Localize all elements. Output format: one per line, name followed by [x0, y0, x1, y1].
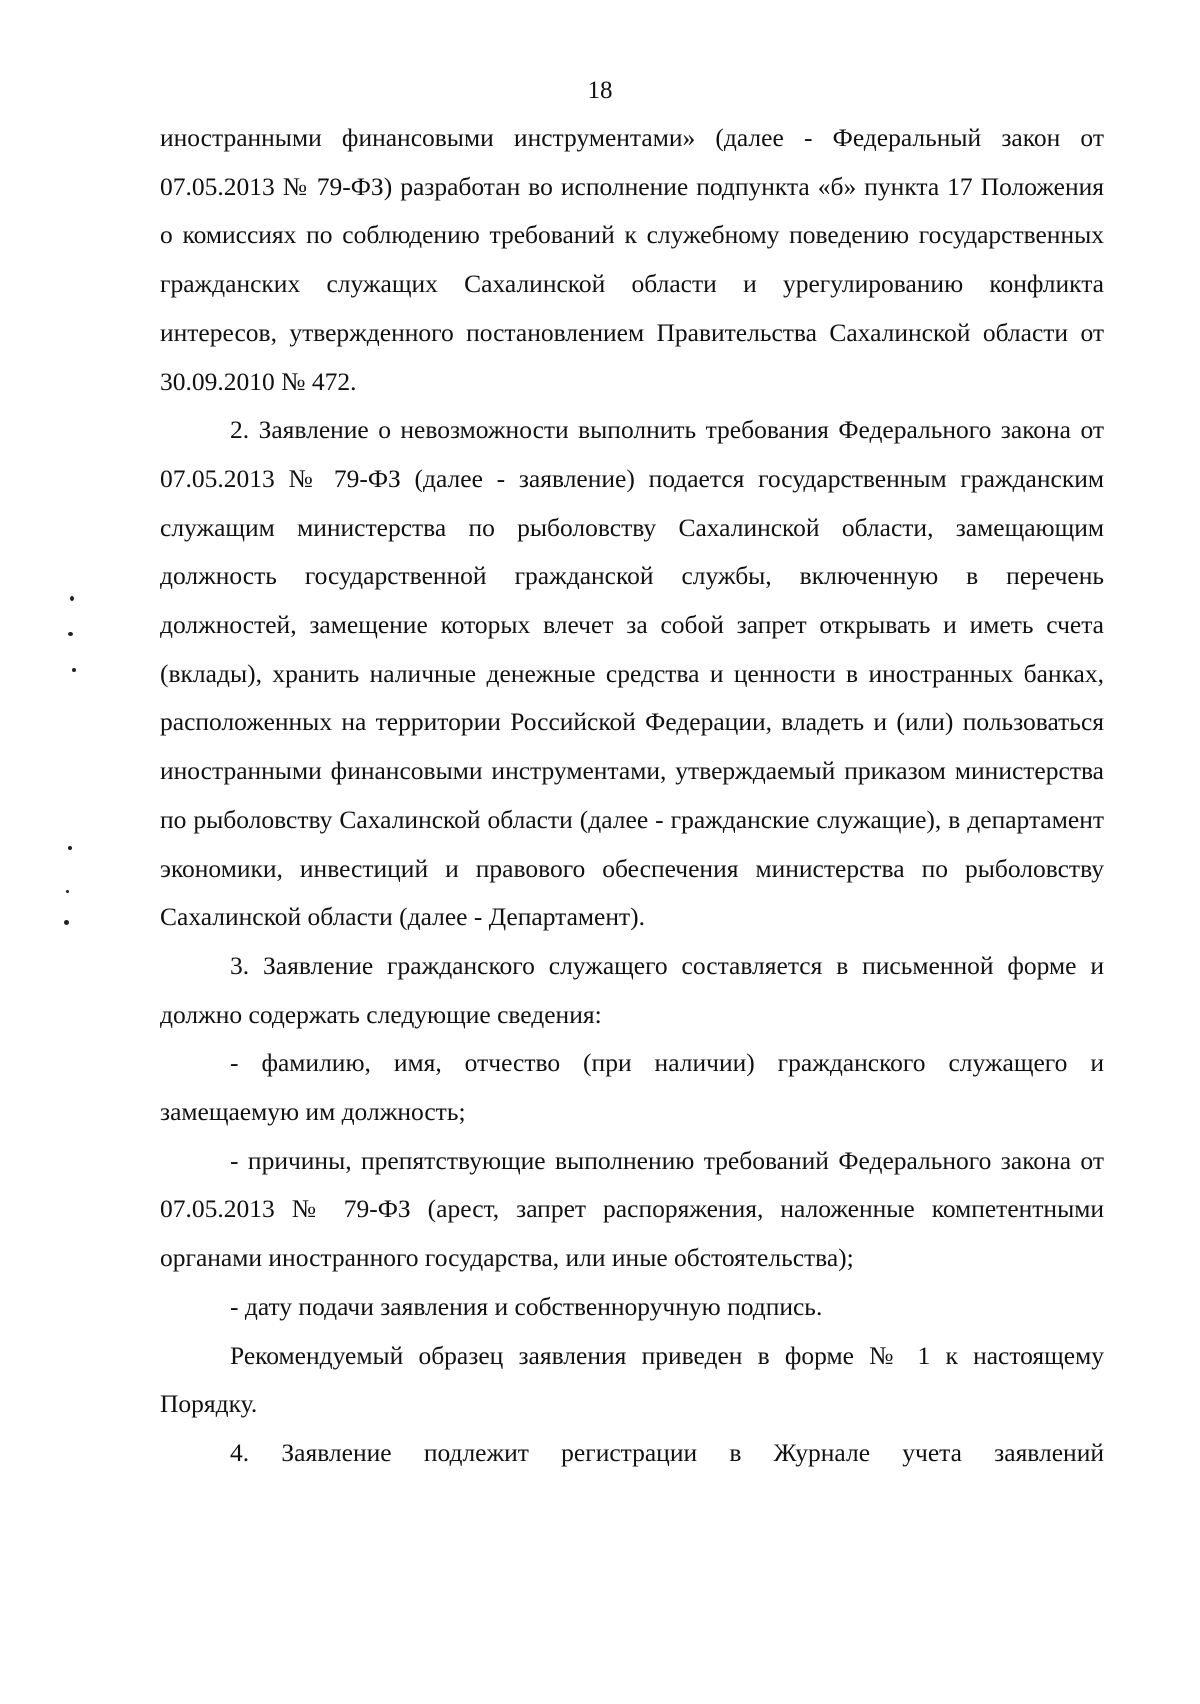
scan-speck — [66, 890, 69, 893]
scan-speck — [72, 668, 76, 672]
list-item-date-signature: - дату подачи заявления и собственноручную подпись. — [230, 1291, 823, 1321]
paragraph-item-3: 3. Заявление гражданского служащего составляется в письменной форме и должно содержать следующие сведения: — [160, 950, 1104, 1029]
scan-speck — [70, 596, 74, 601]
paragraph-item-2: 2. Заявление о невозможности выполнить требования Федерального закона от 07.05.2013 № 79-ФЗ (далее - заявление) подается государственным гражданским служащим министерства по рыболовству Сахалинской области, замещающим должность государственной гражданской службы, включенную в перечень должностей, замещение которых влечет за собой запрет открывать и иметь счета (вклады), хранить наличные денежные средства и ценности в иностранных банках, расположенных на территории Российской Федерации, владеть и (или) пользоваться иностранными финансовыми инструментами, утверждаемый приказом министерства по рыболовству Сахалинской области (далее - гражданские служащие), в департамент экономики, инвестиций и правового обеспечения министерства по рыболовству Сахалинской области (далее - Департамент). — [160, 415, 1104, 932]
document-body — [160, 114, 1104, 1478]
scan-speck — [68, 846, 72, 850]
page-number: 18 — [587, 77, 613, 104]
paragraph-item-4: 4. Заявление подлежит регистрации в Журнале учета заявлений — [230, 1437, 1104, 1467]
list-item-reasons: - причины, препятствующие выполнению требований Федерального закона от 07.05.2013 № 79-ФЗ (арест, запрет распоряжения, наложенные компетентными органами иностранного государства, или иные обстоятельства); — [160, 1145, 1104, 1273]
paragraph-sample-form: Рекомендуемый образец заявления приведен в форме № 1 к настоящему Порядку. — [160, 1340, 1104, 1419]
scan-speck — [64, 920, 69, 925]
scan-speck — [68, 632, 73, 636]
list-item-full-name: - фамилию, имя, отчество (при наличии) гражданского служащего и замещаемую им должность; — [160, 1048, 1104, 1127]
paragraph-intro-continuation: иностранными финансовыми инструментами» (далее - Федеральный закон от 07.05.2013 № 79-ФЗ) разработан во исполнение подпункта «б» пункта 17 Положения о комиссиях по соблюдению требований к служебному поведению государственных гражданских служащих Сахалинской области и урегулированию конфликта интересов, утвержденного постановлением Правительства Сахалинской области от 30.09.2010 № 472. — [160, 123, 1104, 396]
